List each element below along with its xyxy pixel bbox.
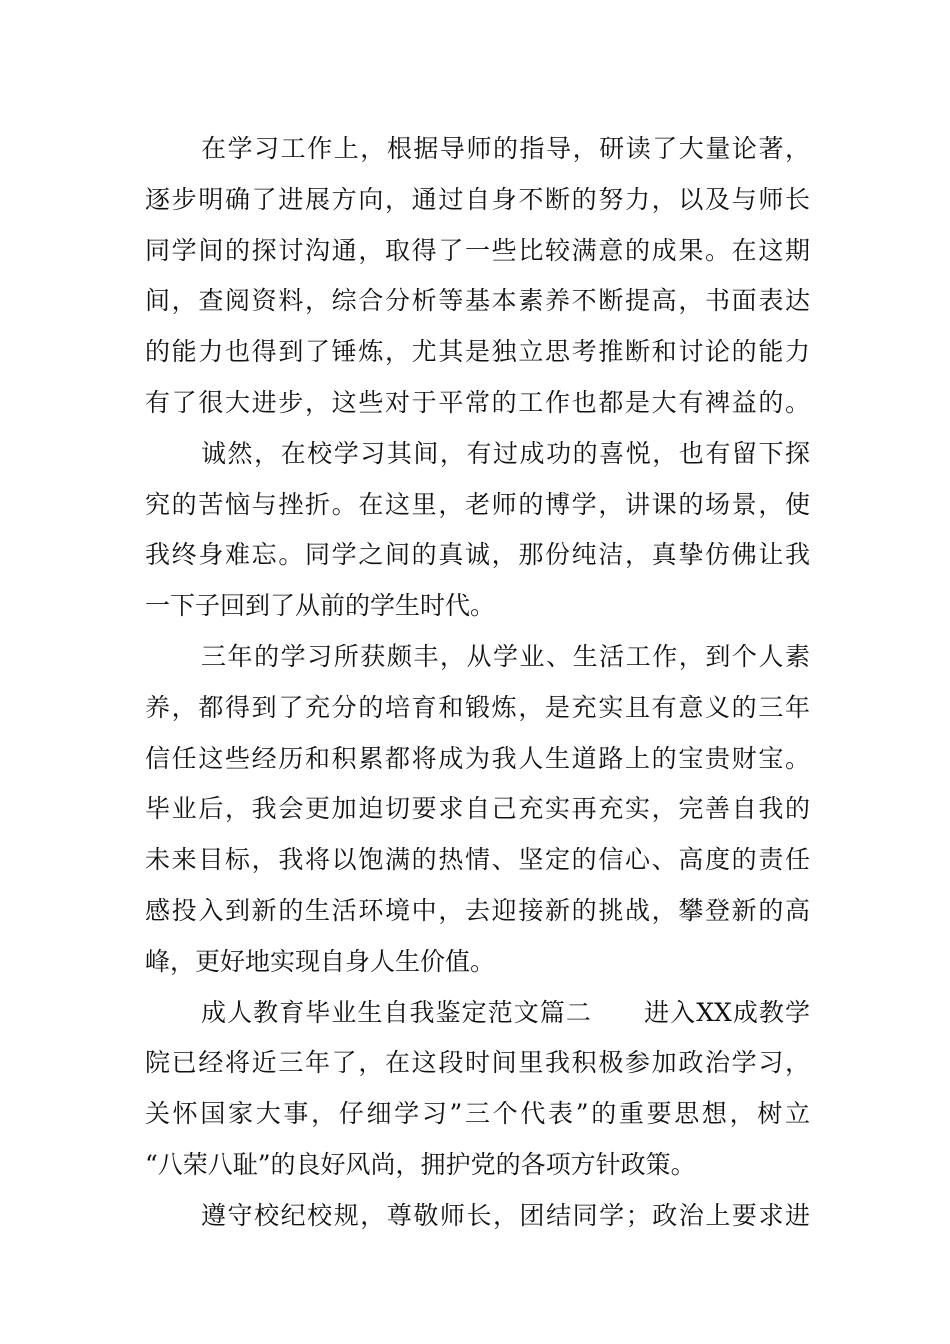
text-line: 我终身难忘。同学之间的真诚，那份纯洁，真挚仿佛让我 <box>145 540 810 570</box>
text-line: 诚然，在校学习其间，有过成功的喜悦，也有留下探 <box>201 438 810 468</box>
text-line: 在学习工作上，根据导师的指导，研读了大量论著， <box>201 134 810 163</box>
text-line: 有了很大进步，这些对于平常的工作也都是大有裨益的。 <box>145 387 810 417</box>
text-line: 感投入到新的生活环境中，去迎接新的挑战，攀登新的高 <box>145 895 810 925</box>
text-line: 院已经将近三年了，在这段时间里我积极参加政治学习， <box>145 1048 810 1078</box>
text-line: 的能力也得到了锤炼，尤其是独立思考推断和讨论的能力 <box>145 337 810 367</box>
text-line: 间，查阅资料，综合分析等基本素养不断提高，书面表达 <box>145 286 810 316</box>
text-line: 逐步明确了进展方向，通过自身不断的努力，以及与师长 <box>145 184 810 214</box>
text-line: “八荣八耻”的良好风尚，拥护党的各项方针政策。 <box>145 1149 696 1179</box>
text-line: 毕业后，我会更加迫切要求自己充实再充实，完善自我的 <box>145 794 810 824</box>
text-line: 遵守校纪校规，尊敬师长，团结同学；政治上要求进 <box>201 1200 810 1230</box>
text-line: 究的苦恼与挫折。在这里，老师的博学，讲课的场景，使 <box>145 489 810 519</box>
text-line: 一下子回到了从前的学生时代。 <box>145 591 496 621</box>
text-line: 同学间的探讨沟通，取得了一些比较满意的成果。在这期 <box>145 235 810 265</box>
text-line: 信任这些经历和积累都将成为我人生道路上的宝贵财宝。 <box>145 743 810 773</box>
text-line: 关怀国家大事，仔细学习”三个代表”的重要思想，树立 <box>145 1099 810 1129</box>
text-line: 养，都得到了充分的培育和锻炼，是充实且有意义的三年 <box>145 692 810 722</box>
text-line: 峰，更好地实现自身人生价值。 <box>145 946 496 976</box>
text-line: 成人教育毕业生自我鉴定范文篇二 进入XX成教学 <box>201 997 810 1027</box>
text-line: 三年的学习所获颇丰，从学业、生活工作，到个人素 <box>201 641 810 671</box>
body-text <box>145 124 810 1242</box>
text-line: 未来目标，我将以饱满的热情、坚定的信心、高度的责任 <box>145 845 810 875</box>
